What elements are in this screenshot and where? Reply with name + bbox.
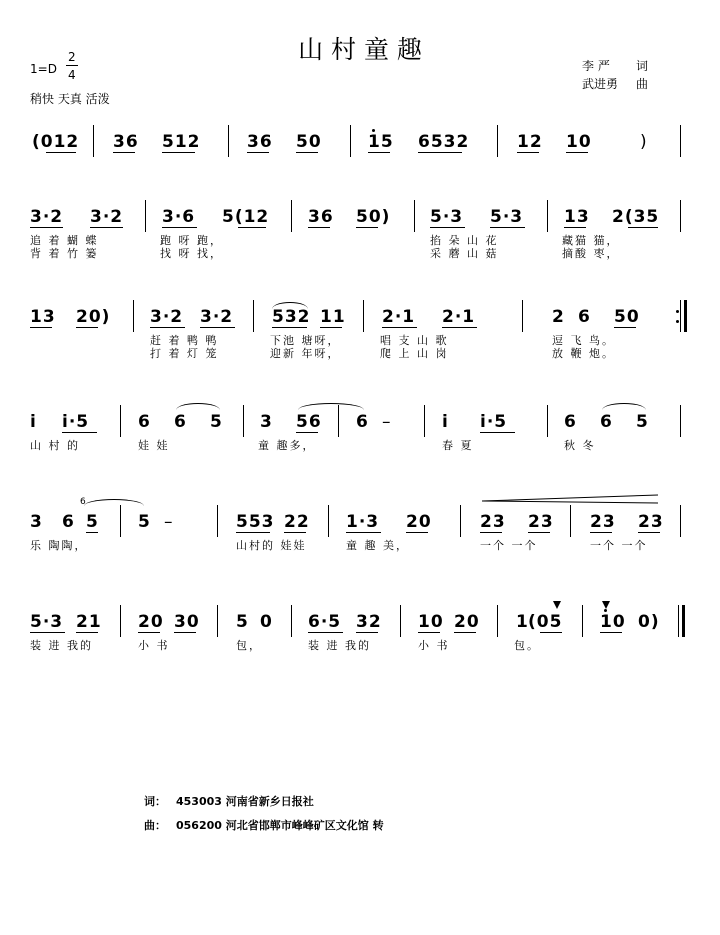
lyric-line-1: 追 着 蝴 蝶 bbox=[30, 234, 99, 247]
note: 6 bbox=[62, 512, 75, 532]
slur bbox=[298, 403, 364, 410]
note: 36 bbox=[247, 132, 273, 152]
beam bbox=[430, 227, 465, 228]
beam bbox=[638, 532, 660, 533]
note: 512 bbox=[162, 132, 201, 152]
beam bbox=[356, 227, 378, 228]
barline bbox=[547, 405, 548, 437]
beam bbox=[296, 432, 318, 433]
slur bbox=[176, 403, 220, 410]
lyric-line-2: 爬 上 山 岗 bbox=[380, 347, 449, 360]
beam bbox=[200, 327, 235, 328]
note: 5·3 bbox=[30, 612, 64, 632]
lyric-line-2: 采 蘑 山 菇 bbox=[430, 247, 499, 260]
beam bbox=[247, 152, 269, 153]
note: 50) bbox=[356, 207, 391, 227]
note: 32 bbox=[356, 612, 382, 632]
beam bbox=[628, 227, 658, 228]
beam bbox=[46, 152, 76, 153]
beam bbox=[406, 532, 428, 533]
lyric-line-2: 放 鞭 炮。 bbox=[552, 347, 615, 360]
lyric-line-1: 春 夏 bbox=[442, 439, 474, 452]
barline bbox=[217, 505, 218, 537]
lyric-line-1: 童 趣 美， bbox=[346, 539, 409, 552]
beam bbox=[480, 532, 502, 533]
beam bbox=[566, 152, 588, 153]
beam bbox=[76, 327, 98, 328]
note: 5 bbox=[636, 412, 649, 432]
dash: – bbox=[164, 512, 174, 532]
beam bbox=[308, 632, 343, 633]
note: 20 bbox=[454, 612, 480, 632]
beam bbox=[600, 632, 622, 633]
barline bbox=[243, 405, 244, 437]
tempo-marking: 稍快 天真 活泼 bbox=[30, 92, 110, 106]
score-row-1 bbox=[0, 125, 720, 165]
beam bbox=[368, 152, 390, 153]
note: i·5 bbox=[62, 412, 90, 432]
note: 20) bbox=[76, 307, 111, 327]
beam bbox=[86, 532, 98, 533]
beam bbox=[162, 227, 197, 228]
close-paren: ) bbox=[640, 132, 648, 152]
lyric-line-1: 藏猫 猫， bbox=[562, 234, 620, 247]
note: 6532 bbox=[418, 132, 470, 152]
lyric-line-2: 打 着 灯 笼 bbox=[150, 347, 219, 360]
lyric-line-1: 装 进 我的 bbox=[308, 639, 371, 652]
note: 5(12 bbox=[222, 207, 270, 227]
barline bbox=[120, 505, 121, 537]
beam bbox=[238, 227, 266, 228]
beam bbox=[90, 227, 123, 228]
beam bbox=[517, 152, 539, 153]
barline bbox=[680, 125, 681, 157]
footer-lyricist-address: 453003 河南省新乡日报社 bbox=[176, 795, 314, 808]
beam bbox=[30, 227, 63, 228]
octave-dot bbox=[372, 129, 375, 132]
final-barline-thin bbox=[678, 605, 679, 637]
note: 6 bbox=[600, 412, 613, 432]
note: 1 bbox=[516, 612, 529, 632]
beam bbox=[284, 532, 306, 533]
beam bbox=[564, 227, 586, 228]
barline bbox=[93, 125, 94, 157]
repeat-barline bbox=[684, 300, 687, 332]
beam bbox=[138, 632, 160, 633]
note: 50 bbox=[614, 307, 640, 327]
beam bbox=[296, 152, 318, 153]
barline bbox=[133, 300, 134, 332]
barline bbox=[253, 300, 254, 332]
barline bbox=[363, 300, 364, 332]
lyric-line-1: 一个 一个 bbox=[480, 539, 538, 552]
repeat-dot bbox=[676, 310, 679, 313]
barline bbox=[570, 505, 571, 537]
lyric-line-1: 赶 着 鸭 鸭 bbox=[150, 334, 219, 347]
beam bbox=[614, 327, 636, 328]
barline bbox=[291, 200, 292, 232]
lyric-line-1: 下池 塘呀， bbox=[270, 334, 341, 347]
note: 23 bbox=[480, 512, 506, 532]
note: 5 bbox=[86, 512, 99, 532]
barline bbox=[547, 200, 548, 232]
note: 532 bbox=[272, 307, 311, 327]
footer-composer-address: 056200 河北省邯郸市峰峰矿区文化馆 转 bbox=[176, 819, 384, 832]
score-row-3 bbox=[0, 300, 720, 360]
lyric-line-1: 装 进 我的 bbox=[30, 639, 93, 652]
note: 23 bbox=[590, 512, 616, 532]
barline bbox=[680, 200, 681, 232]
beam bbox=[76, 632, 98, 633]
note: (05 bbox=[528, 612, 563, 632]
note: 2(35 bbox=[612, 207, 660, 227]
final-barline-thick bbox=[682, 605, 685, 637]
beam bbox=[480, 432, 515, 433]
lyric-line-1: 唱 支 山 歌 bbox=[380, 334, 449, 347]
note: 6 bbox=[138, 412, 151, 432]
slur bbox=[602, 403, 646, 410]
note: 10 bbox=[418, 612, 444, 632]
song-title: 山 村 童 趣 bbox=[298, 35, 422, 64]
lyric-line-1: 逗 飞 鸟。 bbox=[552, 334, 615, 347]
score-row-2 bbox=[0, 200, 720, 260]
beam bbox=[346, 532, 381, 533]
barline bbox=[120, 605, 121, 637]
beam bbox=[490, 227, 525, 228]
barline bbox=[228, 125, 229, 157]
note: i·5 bbox=[480, 412, 508, 432]
time-signature-line bbox=[66, 65, 78, 66]
lyric-line-1: 娃 娃 bbox=[138, 439, 170, 452]
lyric-line-1: 童 趣多， bbox=[258, 439, 316, 452]
beam bbox=[320, 327, 342, 328]
beam bbox=[150, 327, 185, 328]
composer-role: 曲 bbox=[636, 77, 649, 91]
composer-name: 武进勇 bbox=[582, 77, 619, 91]
beam bbox=[113, 152, 135, 153]
dash: – bbox=[382, 412, 392, 432]
beam bbox=[540, 632, 562, 633]
note: 5 bbox=[210, 412, 223, 432]
repeat-dot bbox=[676, 320, 679, 323]
note: 6 bbox=[578, 307, 591, 327]
note: 15 bbox=[368, 132, 394, 152]
note: 13 bbox=[564, 207, 590, 227]
score-row-6 bbox=[0, 605, 720, 655]
barline bbox=[350, 125, 351, 157]
beam bbox=[590, 532, 612, 533]
note: 3·2 bbox=[30, 207, 64, 227]
note: 10 bbox=[566, 132, 592, 152]
lyricist-name: 李 严 bbox=[582, 59, 610, 73]
note: 30 bbox=[174, 612, 200, 632]
note: 2·1 bbox=[382, 307, 416, 327]
note: 6 bbox=[356, 412, 369, 432]
beam bbox=[308, 227, 330, 228]
note: 3 bbox=[30, 512, 43, 532]
barline bbox=[414, 200, 415, 232]
lyric-line-2: 背 着 竹 篓 bbox=[30, 247, 99, 260]
footer-composer-label: 曲： bbox=[144, 819, 166, 832]
lyric-line-2: 找 呀 找， bbox=[160, 247, 223, 260]
lyric-line-1: 掐 朵 山 花 bbox=[430, 234, 499, 247]
barline bbox=[497, 605, 498, 637]
note: 23 bbox=[638, 512, 664, 532]
beam bbox=[174, 632, 196, 633]
note: 2·1 bbox=[442, 307, 476, 327]
lyric-line-1: 秋 冬 bbox=[564, 439, 596, 452]
key-signature: 1=D bbox=[30, 62, 57, 76]
score-row-5 bbox=[0, 497, 720, 555]
beam bbox=[356, 632, 378, 633]
lyric-line-2: 摘酸 枣， bbox=[562, 247, 620, 260]
note: 3 bbox=[260, 412, 273, 432]
note: 12 bbox=[517, 132, 543, 152]
beam bbox=[382, 327, 417, 328]
note: 5·3 bbox=[490, 207, 524, 227]
lyric-line-1: 乐 陶陶， bbox=[30, 539, 88, 552]
note: 20 bbox=[138, 612, 164, 632]
note: (012 bbox=[32, 132, 80, 152]
footer-lyricist-label: 词： bbox=[144, 795, 166, 808]
lyric-line-1: 跑 呀 跑， bbox=[160, 234, 223, 247]
score-row-4 bbox=[0, 405, 720, 455]
crescendo-hairpin bbox=[482, 493, 662, 505]
note: 36 bbox=[308, 207, 334, 227]
note: 5 bbox=[236, 612, 249, 632]
lyricist-role: 词 bbox=[636, 59, 649, 73]
note: 22 bbox=[284, 512, 310, 532]
note: 6 bbox=[174, 412, 187, 432]
lyric-line-1: 山村的 娃娃 bbox=[236, 539, 307, 552]
barline bbox=[145, 200, 146, 232]
note: 5·3 bbox=[430, 207, 464, 227]
beam bbox=[30, 327, 52, 328]
time-signature-top: 2 bbox=[68, 50, 76, 64]
beam bbox=[162, 152, 195, 153]
barline bbox=[460, 505, 461, 537]
barline bbox=[582, 605, 583, 637]
barline bbox=[291, 605, 292, 637]
beam bbox=[454, 632, 476, 633]
time-signature-bottom: 4 bbox=[68, 68, 76, 82]
note: i bbox=[442, 412, 449, 432]
lyric-line-1: 山 村 的 bbox=[30, 439, 80, 452]
beam bbox=[418, 632, 440, 633]
note: i bbox=[30, 412, 37, 432]
note: 36 bbox=[113, 132, 139, 152]
beam bbox=[236, 532, 270, 533]
note: 553 bbox=[236, 512, 275, 532]
note: 3·2 bbox=[150, 307, 184, 327]
barline bbox=[217, 605, 218, 637]
note: 6 bbox=[564, 412, 577, 432]
note: 0) bbox=[638, 612, 660, 632]
note: 21 bbox=[76, 612, 102, 632]
slur bbox=[84, 499, 144, 506]
barline bbox=[424, 405, 425, 437]
barline bbox=[680, 300, 681, 332]
note: 11 bbox=[320, 307, 346, 327]
note: 6·5 bbox=[308, 612, 342, 632]
barline bbox=[328, 505, 329, 537]
accent-marker bbox=[553, 601, 561, 609]
lyric-line-1: 包。 bbox=[514, 639, 540, 652]
lyric-line-1: 一个 一个 bbox=[590, 539, 648, 552]
beam bbox=[418, 152, 462, 153]
barline bbox=[522, 300, 523, 332]
note: 50 bbox=[296, 132, 322, 152]
grace-note: 6 bbox=[80, 497, 86, 507]
note: 2 bbox=[552, 307, 565, 327]
octave-dot bbox=[604, 609, 607, 612]
barline bbox=[680, 405, 681, 437]
note: 5 bbox=[138, 512, 151, 532]
lyric-line-1: 小 书 bbox=[418, 639, 450, 652]
beam bbox=[272, 327, 307, 328]
beam bbox=[62, 432, 97, 433]
note: 56 bbox=[296, 412, 322, 432]
beam bbox=[30, 632, 65, 633]
note: 0 bbox=[260, 612, 273, 632]
barline bbox=[497, 125, 498, 157]
note: 1·3 bbox=[346, 512, 380, 532]
beam bbox=[528, 532, 550, 533]
note: 23 bbox=[528, 512, 554, 532]
lyric-line-1: 包， bbox=[236, 639, 262, 652]
note: 3·6 bbox=[162, 207, 196, 227]
beam bbox=[442, 327, 477, 328]
note: 10 bbox=[600, 612, 626, 632]
note: 3·2 bbox=[90, 207, 124, 227]
accent-marker bbox=[602, 601, 610, 609]
barline bbox=[400, 605, 401, 637]
note: 3·2 bbox=[200, 307, 234, 327]
barline bbox=[120, 405, 121, 437]
note: 20 bbox=[406, 512, 432, 532]
lyric-line-2: 迎新 年呀， bbox=[270, 347, 341, 360]
lyric-line-1: 小 书 bbox=[138, 639, 170, 652]
barline bbox=[680, 505, 681, 537]
note: 13 bbox=[30, 307, 56, 327]
